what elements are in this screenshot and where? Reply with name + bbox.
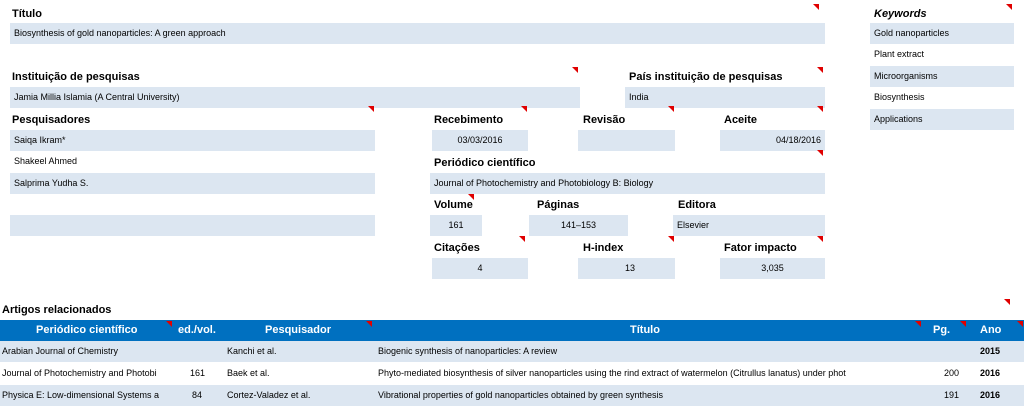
researcher-cell[interactable]: Saiqa Ikram* bbox=[10, 130, 375, 151]
comment-flag[interactable] bbox=[817, 150, 823, 156]
cell-edvol[interactable]: 161 bbox=[190, 368, 206, 378]
journal-label: Periódico científico bbox=[434, 157, 536, 169]
cell-researcher[interactable]: Baek et al. bbox=[227, 368, 270, 378]
volume-field[interactable]: 161 bbox=[430, 215, 482, 236]
comment-flag[interactable] bbox=[668, 236, 674, 242]
related-articles-label: Artigos relacionados bbox=[2, 304, 112, 316]
publisher-label: Editora bbox=[678, 199, 716, 211]
accepted-field[interactable]: 04/18/2016 bbox=[720, 130, 825, 151]
comment-flag[interactable] bbox=[1004, 299, 1010, 305]
revision-field[interactable] bbox=[578, 130, 675, 151]
keyword-cell[interactable]: Plant extract bbox=[874, 49, 925, 59]
col-header-edvol[interactable]: ed./vol. bbox=[178, 324, 216, 336]
keyword-cell[interactable]: Gold nanoparticles bbox=[870, 23, 1014, 44]
cell-title[interactable]: Biogenic synthesis of nanoparticles: A review bbox=[378, 346, 558, 356]
cell-year[interactable]: 2016 bbox=[980, 390, 1001, 400]
keyword-cell[interactable]: Biosynthesis bbox=[874, 92, 925, 102]
researcher-cell[interactable]: Salprima Yudha S. bbox=[10, 173, 375, 194]
comment-flag[interactable] bbox=[366, 321, 372, 327]
institution-field[interactable]: Jamia Millia Islamia (A Central University) bbox=[10, 87, 580, 108]
comment-flag[interactable] bbox=[572, 67, 578, 73]
comment-flag[interactable] bbox=[813, 4, 819, 10]
accepted-label: Aceite bbox=[724, 114, 758, 126]
cell-edvol[interactable]: 84 bbox=[192, 390, 203, 400]
pages-field[interactable]: 141–153 bbox=[529, 215, 628, 236]
keyword-cell[interactable]: Microorganisms bbox=[870, 66, 1014, 87]
comment-flag[interactable] bbox=[368, 106, 374, 112]
pages-label: Páginas bbox=[537, 199, 580, 211]
comment-flag[interactable] bbox=[519, 236, 525, 242]
keyword-cell[interactable]: Applications bbox=[870, 109, 1014, 130]
citations-field[interactable]: 4 bbox=[432, 258, 528, 279]
cell-journal[interactable]: Physica E: Low-dimensional Systems a bbox=[2, 390, 160, 400]
col-header-page[interactable]: Pg. bbox=[933, 324, 951, 336]
cell-researcher[interactable]: Cortez-Valadez et al. bbox=[227, 390, 311, 400]
comment-flag[interactable] bbox=[915, 321, 921, 327]
col-header-year[interactable]: Ano bbox=[980, 324, 1002, 336]
keywords-label: Keywords bbox=[874, 8, 927, 20]
comment-flag[interactable] bbox=[166, 321, 172, 327]
revision-label: Revisão bbox=[583, 114, 626, 126]
cell-researcher[interactable]: Kanchi et al. bbox=[227, 346, 277, 356]
researcher-cell[interactable]: Shakeel Ahmed bbox=[14, 156, 78, 166]
received-field[interactable]: 03/03/2016 bbox=[432, 130, 528, 151]
hindex-label: H-index bbox=[583, 242, 624, 254]
title-label: Título bbox=[12, 8, 42, 20]
col-header-title[interactable]: Título bbox=[630, 324, 660, 336]
comment-flag[interactable] bbox=[521, 106, 527, 112]
comment-flag[interactable] bbox=[468, 194, 474, 200]
volume-label: Volume bbox=[434, 199, 473, 211]
country-label: País instituição de pesquisas bbox=[629, 71, 783, 83]
cell-journal[interactable]: Journal of Photochemistry and Photobi bbox=[2, 368, 157, 378]
col-header-researcher[interactable]: Pesquisador bbox=[265, 324, 332, 336]
comment-flag[interactable] bbox=[1017, 321, 1023, 327]
cell-title[interactable]: Vibrational properties of gold nanoparticles obtained by green synthesis bbox=[378, 390, 664, 400]
publisher-field[interactable]: Elsevier bbox=[673, 215, 825, 236]
cell-page[interactable]: 191 bbox=[944, 390, 960, 400]
col-header-journal[interactable]: Periódico científico bbox=[36, 324, 138, 336]
researchers-label: Pesquisadores bbox=[12, 114, 91, 126]
cell-year[interactable]: 2016 bbox=[980, 368, 1001, 378]
table-header bbox=[0, 320, 1024, 341]
comment-flag[interactable] bbox=[817, 67, 823, 73]
journal-field[interactable]: Journal of Photochemistry and Photobiology B: Biology bbox=[430, 173, 825, 194]
impact-factor-field[interactable]: 3,035 bbox=[720, 258, 825, 279]
received-label: Recebimento bbox=[434, 114, 504, 126]
researcher-cell[interactable] bbox=[10, 215, 375, 236]
cell-journal[interactable]: Arabian Journal of Chemistry bbox=[2, 346, 119, 356]
cell-year[interactable]: 2015 bbox=[980, 346, 1001, 356]
comment-flag[interactable] bbox=[668, 106, 674, 112]
country-field[interactable]: India bbox=[625, 87, 825, 108]
comment-flag[interactable] bbox=[817, 106, 823, 112]
comment-flag[interactable] bbox=[1006, 4, 1012, 10]
institution-label: Instituição de pesquisas bbox=[12, 71, 140, 83]
hindex-field[interactable]: 13 bbox=[578, 258, 675, 279]
comment-flag[interactable] bbox=[960, 321, 966, 327]
comment-flag[interactable] bbox=[817, 236, 823, 242]
impact-factor-label: Fator impacto bbox=[724, 242, 797, 254]
citations-label: Citações bbox=[434, 242, 480, 254]
cell-title[interactable]: Phyto-mediated biosynthesis of silver nanoparticles using the rind extract of watermelon (Citrullus lanatus) under phot bbox=[378, 368, 846, 378]
cell-page[interactable]: 200 bbox=[944, 368, 960, 378]
title-field[interactable]: Biosynthesis of gold nanoparticles: A green approach bbox=[10, 23, 825, 44]
